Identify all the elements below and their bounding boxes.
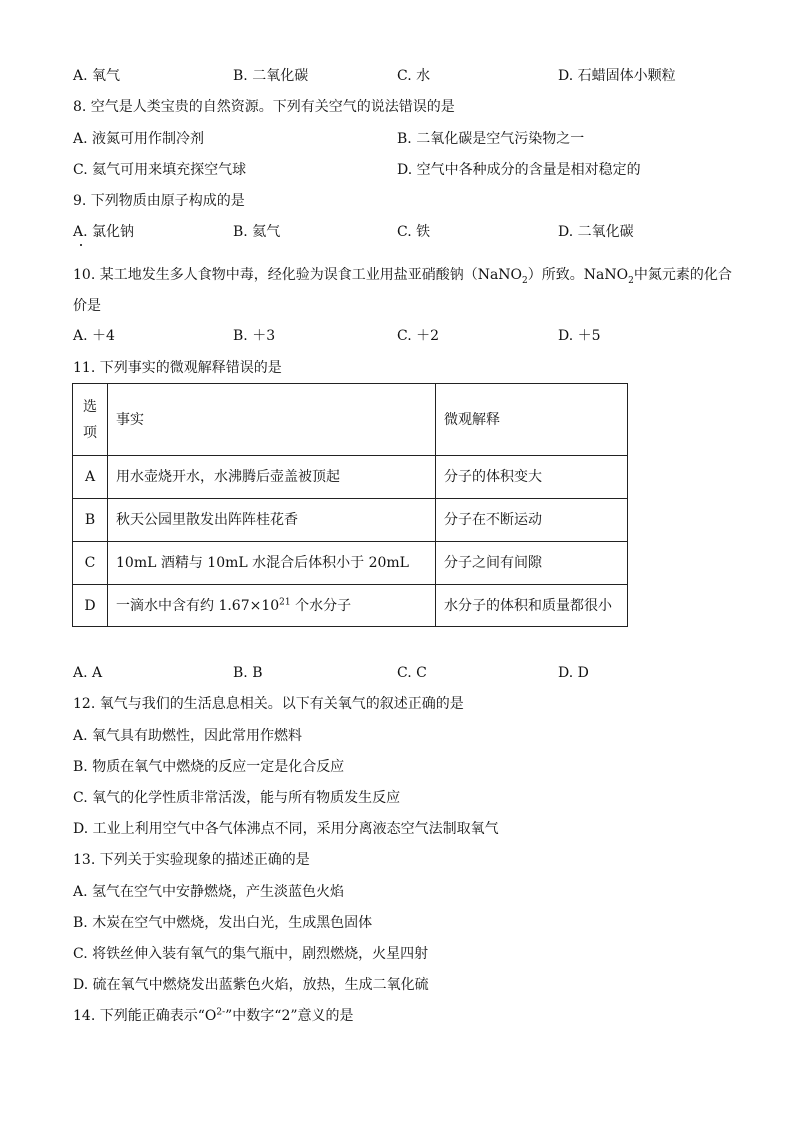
row-fact bbox=[108, 585, 436, 627]
table-row bbox=[73, 585, 628, 627]
q8-option-d: D. 空气中各种成分的含量是相对稳定的 bbox=[397, 162, 641, 178]
q11-table bbox=[72, 383, 628, 627]
row-fact-part-a: 一滴水中含有约 1.67×10 bbox=[116, 597, 280, 614]
row-fact: 10mL 酒精与 10mL 水混合后体积小于 20mL bbox=[108, 542, 436, 585]
row-explanation: 分子在不断运动 bbox=[436, 499, 628, 542]
q10-stem-sub1: 2 bbox=[522, 275, 528, 286]
row-option: B bbox=[73, 499, 108, 542]
q7-option-b: B. 二氧化碳 bbox=[233, 68, 309, 84]
q12-option-c: C. 氧气的化学性质非常活泼，能与所有物质发生反应 bbox=[73, 790, 401, 806]
q14-stem-part-b: ”中数字“2”意义的是 bbox=[225, 1008, 354, 1024]
header-option-char1: 选 bbox=[83, 398, 97, 415]
q9-option-b: B. 氦气 bbox=[233, 224, 281, 240]
row-option: A bbox=[73, 456, 108, 499]
q13-option-c: C. 将铁丝伸入装有氧气的集气瓶中，剧烈燃烧，火星四射 bbox=[73, 946, 429, 962]
q10-option-d: D. ＋5 bbox=[558, 328, 601, 344]
row-option: C bbox=[73, 542, 108, 585]
q10-option-a: A. ＋4 bbox=[73, 328, 115, 344]
q11-option-d: D. D bbox=[558, 665, 589, 681]
q10-stem-part-b: ）所致。NaNO bbox=[527, 267, 629, 283]
q10-stem-sub2: 2 bbox=[628, 275, 634, 286]
q12-option-d: D. 工业上利用空气中各气体沸点不同，采用分离液态空气法制取氧气 bbox=[73, 821, 499, 837]
q14-stem bbox=[73, 1006, 354, 1026]
q11-option-b: B. B bbox=[233, 665, 263, 681]
row-option: D bbox=[73, 585, 108, 627]
header-option bbox=[73, 384, 108, 456]
q12-option-b: B. 物质在氧气中燃烧的反应一定是化合反应 bbox=[73, 759, 345, 775]
q10-stem-part-c: 中氮元素的化合 bbox=[633, 267, 732, 283]
table-header-row bbox=[73, 384, 628, 456]
row-fact: 秋天公园里散发出阵阵桂花香 bbox=[108, 499, 436, 542]
q9-option-a: A. 氯化钠 bbox=[73, 224, 135, 240]
q13-option-b: B. 木炭在空气中燃烧，发出白光，生成黑色固体 bbox=[73, 915, 373, 931]
q13-option-a: A. 氢气在空气中安静燃烧，产生淡蓝色火焰 bbox=[73, 884, 345, 900]
q10-option-c: C. ＋2 bbox=[397, 328, 440, 344]
q8-stem: 8. 空气是人类宝贵的自然资源。下列有关空气的说法错误的是 bbox=[73, 99, 455, 115]
q10-stem-part-a: 10. 某工地发生多人食物中毒，经化验为误食工业用盐亚硝酸钠（NaNO bbox=[73, 267, 523, 283]
header-fact: 事实 bbox=[108, 384, 436, 456]
row-explanation: 分子之间有间隙 bbox=[436, 542, 628, 585]
q10-stem bbox=[73, 265, 732, 285]
table-row bbox=[73, 542, 628, 585]
q11-option-a: A. A bbox=[73, 665, 103, 681]
q11-option-c: C. C bbox=[397, 665, 427, 681]
q12-option-a: A. 氧气具有助燃性，因此常用作燃料 bbox=[73, 728, 303, 744]
q8-option-b: B. 二氧化碳是空气污染物之一 bbox=[397, 131, 585, 147]
stray-dot bbox=[80, 244, 82, 246]
q7-option-d: D. 石蜡固体小颗粒 bbox=[558, 68, 676, 84]
q9-option-c: C. 铁 bbox=[397, 224, 431, 240]
row-fact-part-b: 个水分子 bbox=[290, 597, 352, 614]
q8-option-a: A. 液氮可用作制冷剂 bbox=[73, 131, 205, 147]
q7-option-a: A. 氧气 bbox=[73, 68, 121, 84]
row-fact: 用水壶烧开水，水沸腾后壶盖被顶起 bbox=[108, 456, 436, 499]
header-option-char2: 项 bbox=[83, 424, 97, 441]
q9-option-d: D. 二氧化碳 bbox=[558, 224, 634, 240]
q8-option-c: C. 氦气可用来填充探空气球 bbox=[73, 162, 247, 178]
header-explanation: 微观解释 bbox=[436, 384, 628, 456]
q12-stem: 12. 氧气与我们的生活息息相关。以下有关氧气的叙述正确的是 bbox=[73, 696, 464, 712]
q10-stem-line2: 价是 bbox=[73, 298, 101, 314]
q9-stem: 9. 下列物质由原子构成的是 bbox=[73, 193, 245, 209]
table-row bbox=[73, 499, 628, 542]
q13-stem: 13. 下列关于实验现象的描述正确的是 bbox=[73, 852, 310, 868]
q10-option-b: B. ＋3 bbox=[233, 328, 276, 344]
table-row bbox=[73, 456, 628, 499]
row-explanation: 水分子的体积和质量都很小 bbox=[436, 585, 628, 627]
q13-option-d: D. 硫在氧气中燃烧发出蓝紫色火焰，放热，生成二氧化硫 bbox=[73, 977, 429, 993]
q11-stem: 11. 下列事实的微观解释错误的是 bbox=[73, 360, 282, 376]
q14-stem-superscript: 2- bbox=[216, 1007, 226, 1018]
row-explanation: 分子的体积变大 bbox=[436, 456, 628, 499]
q14-stem-part-a: 14. 下列能正确表示“O bbox=[73, 1008, 217, 1024]
q7-option-c: C. 水 bbox=[397, 68, 431, 84]
row-fact-exponent: 21 bbox=[279, 596, 291, 607]
